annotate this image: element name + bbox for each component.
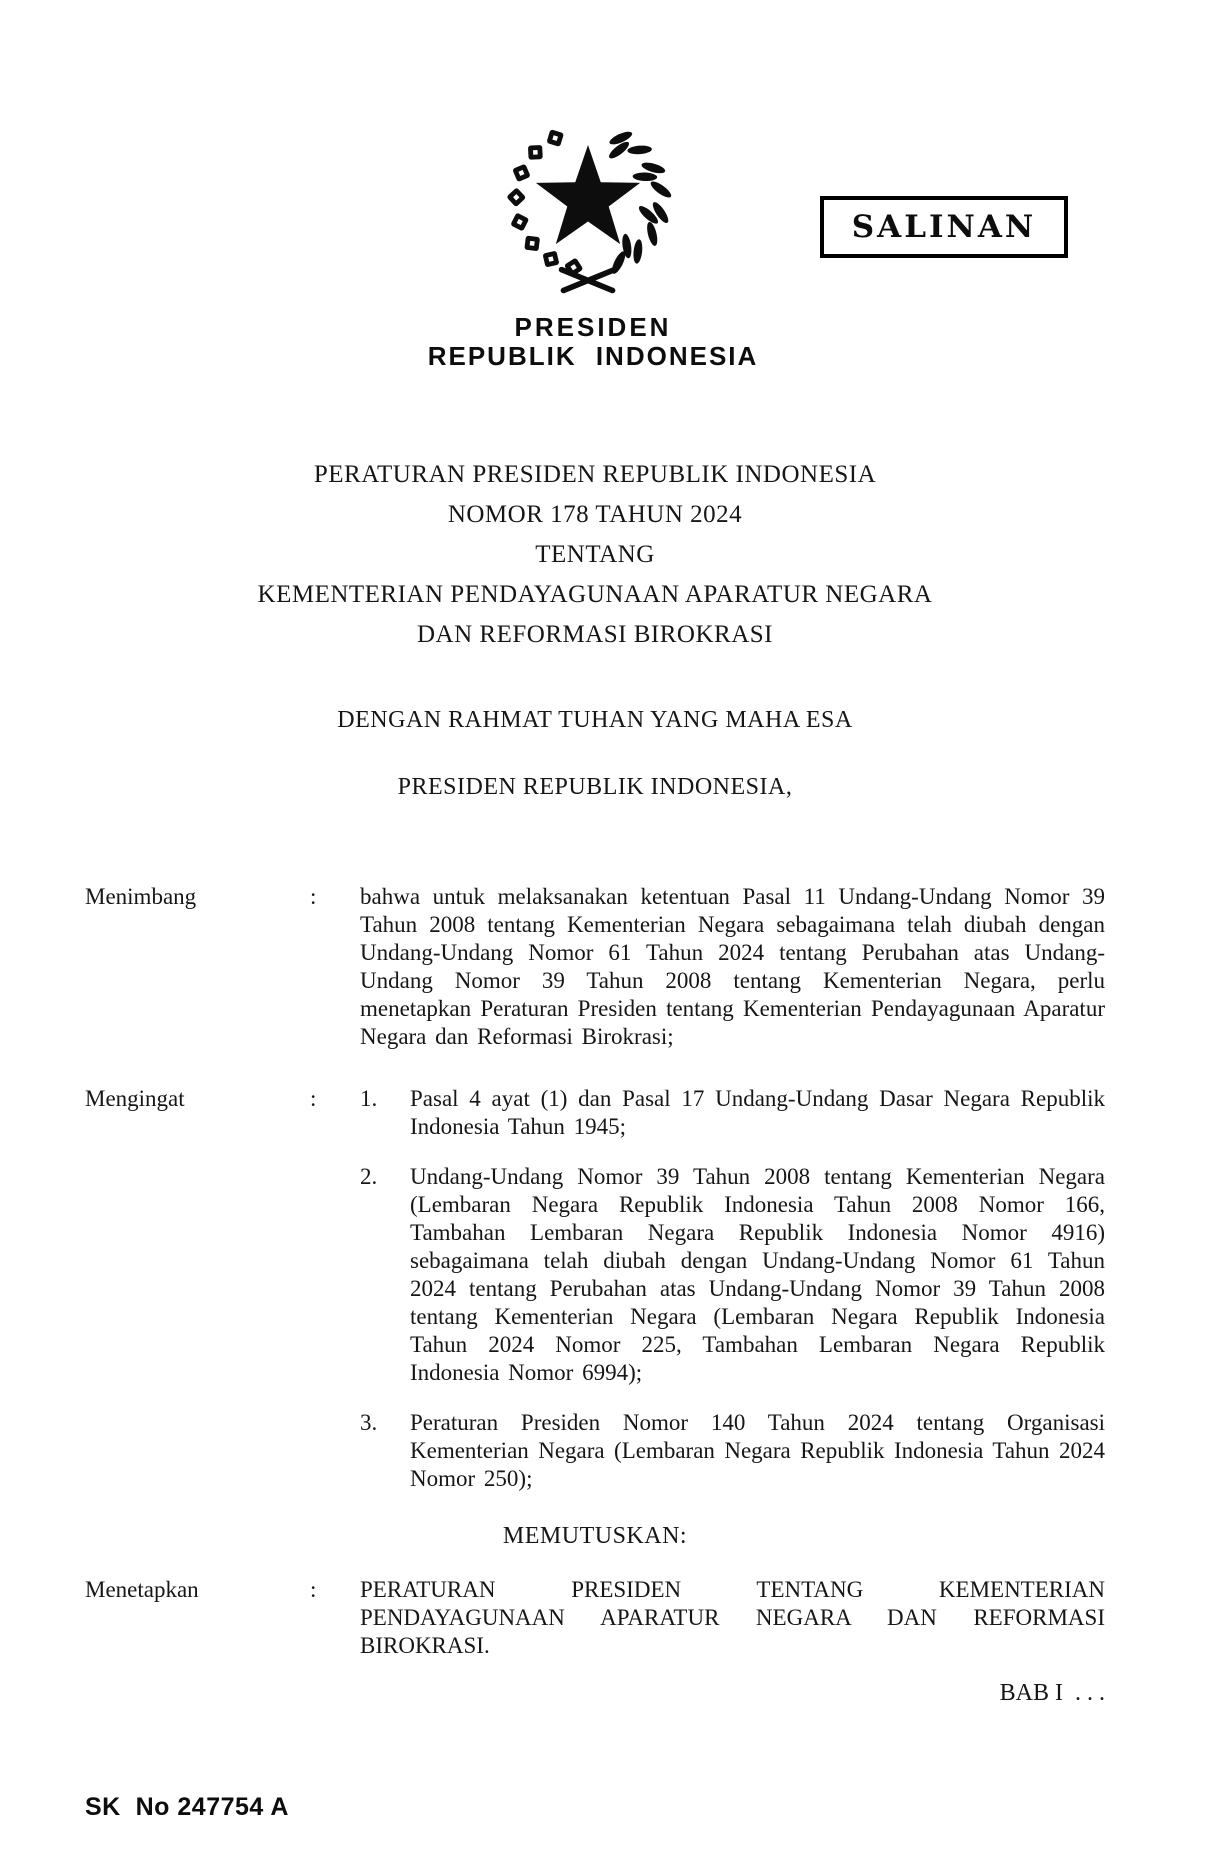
salinan-stamp xyxy=(820,196,1068,258)
menimbang-text: bahwa untuk melaksanakan ketentuan Pasal 11 Undang-Undang Nomor 39 Tahun 2008 tentang Kementerian Negara sebagaimana telah diubah dengan Undang-Undang Nomor 61 Tahun 2024 tentang Perubahan atas Undang-Undang Nomor 39 Tahun 2008 tentang Kementerian Negara, perlu menetapkan Peraturan Presiden tentang Kementerian Pendayagunaan Aparatur Negara dan Reformasi Birokrasi; xyxy=(360,884,1105,1049)
item-text: Pasal 4 ayat (1) dan Pasal 17 Undang-Undang Dasar Negara Republik Indonesia Tahun 1945; xyxy=(410,1086,1105,1139)
title-line-number: NOMOR 178 TAHUN 2024 xyxy=(447,501,743,528)
item-number: 1. xyxy=(360,1086,378,1111)
continuation-marker: BAB I . . . xyxy=(999,1680,1105,1706)
letterhead xyxy=(393,313,793,371)
letterhead-presiden: PRESIDEN xyxy=(514,312,672,342)
authority-line: PRESIDEN REPUBLIK INDONESIA, xyxy=(397,774,793,800)
mengingat-label: Mengingat xyxy=(85,1086,185,1111)
salinan-label: SALINAN xyxy=(851,209,1037,245)
menetapkan-colon: : xyxy=(310,1577,317,1602)
menimbang-label: Menimbang xyxy=(85,884,197,909)
title-line-regulation: PERATURAN PRESIDEN REPUBLIK INDONESIA xyxy=(313,461,877,488)
item-text: Peraturan Presiden Nomor 140 Tahun 2024 tentang Organisasi Kementerian Negara (Lembaran Negara Republik Indonesia Tahun 2024 Nomor 250); xyxy=(410,1410,1105,1491)
document-body xyxy=(85,455,1105,1707)
laurel-branch-icon xyxy=(607,129,673,275)
mengingat-colon: : xyxy=(310,1086,317,1111)
menetapkan-label: Menetapkan xyxy=(85,1577,199,1602)
menetapkan-text: PERATURAN PRESIDEN TENTANG KEMENTERIAN PENDAYAGUNAAN APARATUR NEGARA DAN REFORMASI BIROKRASI. xyxy=(360,1577,1105,1658)
considering-section xyxy=(85,883,1105,1051)
legal-basis-item xyxy=(360,1409,1105,1493)
star-icon xyxy=(536,145,640,244)
regulation-title-block xyxy=(85,455,1105,655)
legal-basis-list xyxy=(360,1085,1105,1493)
presidential-emblem xyxy=(503,102,673,307)
legal-basis-item xyxy=(360,1085,1105,1141)
menimbang-colon: : xyxy=(310,884,317,909)
invocation-line: DENGAN RAHMAT TUHAN YANG MAHA ESA xyxy=(337,707,853,733)
title-line-tentang: TENTANG xyxy=(535,541,655,568)
title-line-subject-2: DAN REFORMASI BIROKRASI xyxy=(417,621,773,648)
item-number: 2. xyxy=(360,1164,378,1189)
title-line-subject-1: KEMENTERIAN PENDAYAGUNAAN APARATUR NEGARA xyxy=(257,581,933,608)
enacting-section xyxy=(85,1576,1105,1660)
letterhead-republik-indonesia: REPUBLIK INDONESIA xyxy=(427,341,759,371)
doc-control-number: SK No 247754 A xyxy=(85,1793,289,1821)
item-text: Undang-Undang Nomor 39 Tahun 2008 tentang Kementerian Negara (Lembaran Negara Republik Indonesia Tahun 2008 Nomor 166, Tambahan Lembaran Negara Republik Indonesia Nomor 4916) sebagaimana telah diubah dengan Undang-Undang Nomor 61 Tahun 2024 tentang Perubahan atas Undang-Undang Nomor 39 Tahun 2008 tentang Kementerian Negara (Lembaran Negara Republik Indonesia Tahun 2024 Nomor 225, Tambahan Lembaran Negara Republik Indonesia Nomor 6994); xyxy=(410,1164,1105,1385)
item-number: 3. xyxy=(360,1410,378,1435)
memutuskan-heading: MEMUTUSKAN: xyxy=(502,1523,688,1549)
recalling-section xyxy=(85,1085,1105,1493)
crossed-stems-icon xyxy=(562,270,615,291)
legal-basis-item xyxy=(360,1163,1105,1387)
